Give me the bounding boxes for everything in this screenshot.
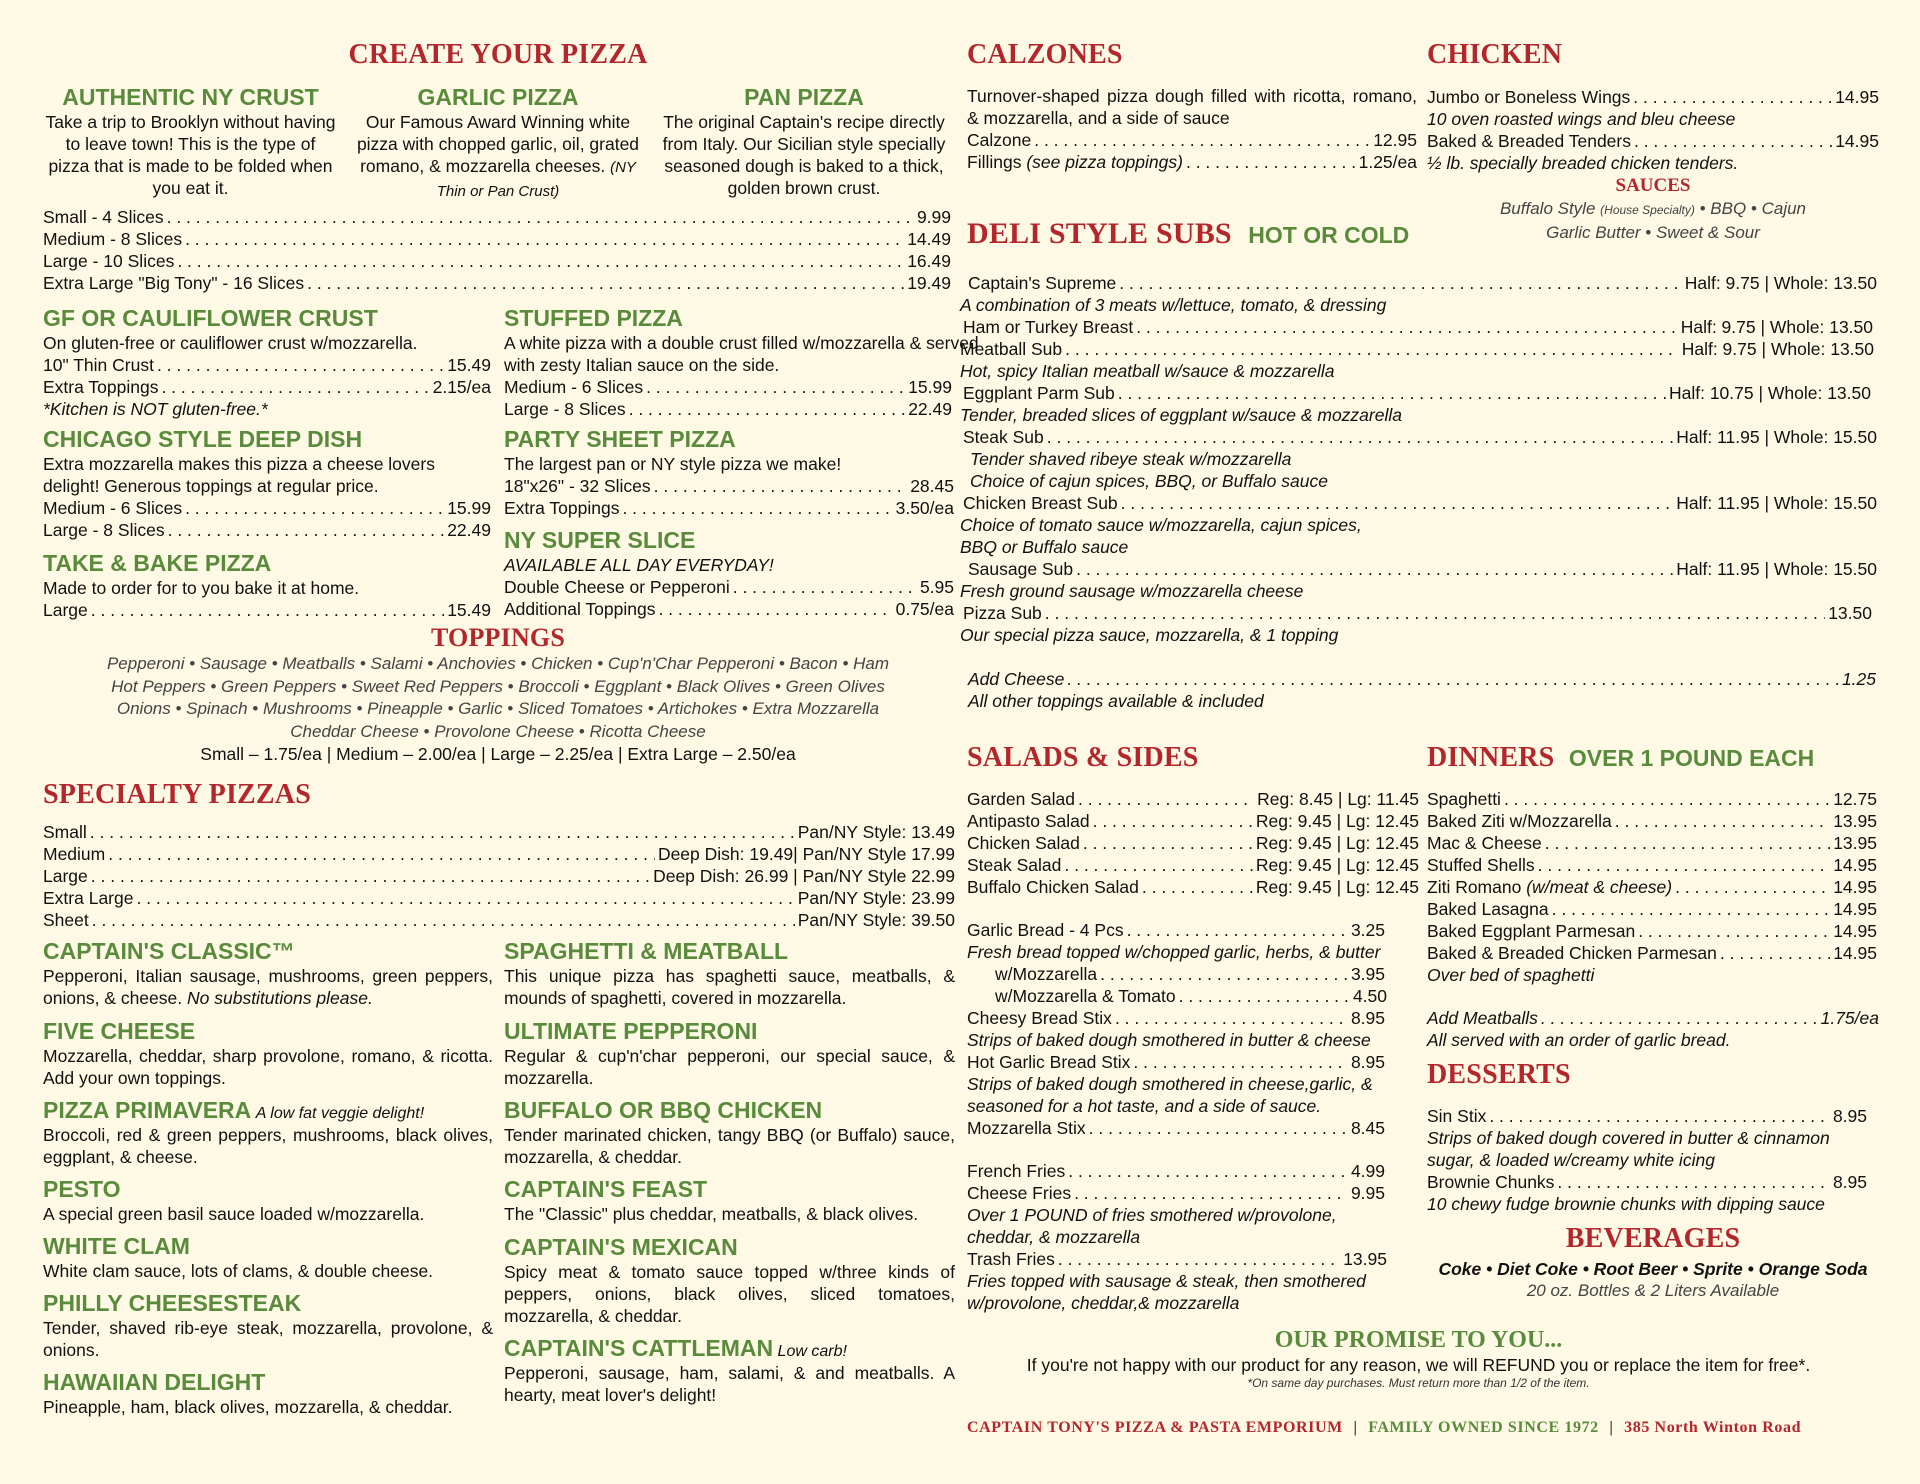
- toppings-section: [43, 623, 953, 765]
- party-section: [504, 426, 954, 519]
- chicago-section: [43, 426, 491, 541]
- toppings-line: Pepperoni • Sausage • Meatballs • Salami • Anchovies • Chicken • Cup'n'Char Pepperoni • Bacon • Ham: [106, 654, 890, 673]
- side-desc: Strips of baked dough smothered in butter & cheese: [967, 1030, 1371, 1050]
- superslice-section: [504, 527, 954, 620]
- specialty-item: [43, 1369, 493, 1418]
- price-row: Large - 8 Slices . . . 22.49: [504, 398, 952, 420]
- price-row: Large . . . Deep Dish: 26.99 | Pan/NY Style 22.99: [43, 865, 955, 887]
- calzones-desc: Turnover-shaped pizza dough filled with ricotta, romano, & mozzarella, and a side of sauce: [967, 86, 1417, 128]
- item-title: CAPTAIN'S MEXICAN: [504, 1234, 738, 1260]
- side-desc: Fries topped with sausage & steak, then smothered w/provolone, cheddar,& mozzarella: [967, 1271, 1366, 1313]
- item-desc: This unique pizza has spaghetti sauce, meatballs, & mounds of spaghetti, covered in mozzarella.: [504, 966, 955, 1008]
- create-title: CREATE YOUR PIZZA: [348, 39, 648, 70]
- price-row: Cheese Fries . . . 9.95: [967, 1182, 1385, 1204]
- item-title: CAPTAIN'S CLASSIC™: [43, 938, 295, 964]
- price-row: Extra Toppings . . . 2.15/ea: [43, 376, 491, 398]
- item-desc: Regular & cup'n'char pepperoni, our special sauce, & mozzarella.: [504, 1046, 955, 1088]
- desserts-title: DESSERTS: [1427, 1059, 1571, 1090]
- price-row: Chicken Breast Sub . . . Half: 11.95 | Whole: 15.50: [960, 492, 1877, 514]
- side-desc: Over 1 POUND of fries smothered w/provolone, cheddar, & mozzarella: [967, 1205, 1337, 1247]
- item-desc: Pepperoni, Italian sausage, mushrooms, green peppers, onions, & cheese.: [43, 966, 493, 1008]
- specialty-item: [43, 1233, 493, 1290]
- price-row: Captain's Supreme . . . Half: 9.75 | Whole: 13.50: [960, 272, 1877, 294]
- sauce-text: • BBQ • Cajun: [1699, 199, 1807, 218]
- price-row: Medium - 8 Slices . . . 14.49: [43, 228, 951, 250]
- specialty-item: [43, 1176, 493, 1233]
- specialty-item: [504, 1234, 955, 1335]
- price-row: Additional Toppings . . . 0.75/ea: [504, 598, 954, 620]
- price-row: Double Cheese or Pepperoni . . . 5.95: [504, 576, 954, 598]
- sauce-line: Garlic Butter • Sweet & Sour: [1546, 222, 1760, 242]
- item-title: PHILLY CHEESESTEAK: [43, 1290, 302, 1316]
- section-desc: On gluten-free or cauliflower crust w/mozzarella.: [43, 333, 418, 353]
- specialty-right: [504, 938, 955, 1406]
- item-title: SPAGHETTI & MEATBALL: [504, 938, 789, 964]
- dinners-subtitle: OVER 1 POUND EACH: [1568, 745, 1815, 771]
- dinners-title: DINNERS: [1427, 742, 1555, 773]
- specialty-item: [504, 1176, 955, 1234]
- chicken-desc: 10 oven roasted wings and bleu cheese: [1427, 109, 1736, 129]
- dinners-served: All served with an order of garlic bread.: [1427, 1030, 1731, 1050]
- toppings-line: Cheddar Cheese • Provolone Cheese • Ricotta Cheese: [290, 721, 706, 741]
- price-row: French Fries . . . 4.99: [967, 1160, 1385, 1182]
- price-row: Trash Fries . . . 13.95: [967, 1248, 1387, 1270]
- section-title: NY SUPER SLICE: [504, 527, 696, 553]
- specialty-item: [43, 1097, 493, 1176]
- price-row: Baked Lasagna . . . 14.95: [1427, 898, 1877, 920]
- price-row: Fillings (see pizza toppings) . . . 1.25/ea: [967, 151, 1417, 173]
- price-row: Add Cheese . . . 1.25: [960, 668, 1876, 690]
- price-row: Mozzarella Stix . . . 8.45: [967, 1117, 1385, 1139]
- price-row: Brownie Chunks . . . 8.95: [1427, 1171, 1867, 1193]
- price-row: Medium . . . Deep Dish: 19.49| Pan/NY Style 17.99: [43, 843, 955, 865]
- footer-owned: FAMILY OWNED SINCE 1972: [1368, 1419, 1599, 1436]
- item-desc: White clam sauce, lots of clams, & double cheese.: [43, 1261, 434, 1281]
- sauces-title: SAUCES: [1615, 175, 1691, 196]
- price-row: Large - 10 Slices . . . 16.49: [43, 250, 951, 272]
- style-pan: [655, 84, 953, 199]
- item-desc: Pepperoni, sausage, ham, salami, & and meatballs. A hearty, meat lover's delight!: [504, 1363, 955, 1405]
- style-title: PAN PIZZA: [744, 84, 864, 110]
- section-desc: A white pizza with a double crust filled w/mozzarella & served with zesty Italian sauce on the side.: [504, 333, 979, 375]
- item-title: PESTO: [43, 1176, 121, 1202]
- section-title: TAKE & BAKE PIZZA: [43, 550, 272, 576]
- price-row: 10" Thin Crust . . . 15.49: [43, 354, 491, 376]
- price-row: Cheesy Bread Stix . . . 8.95: [967, 1007, 1385, 1029]
- price-row: Stuffed Shells . . . 14.95: [1427, 854, 1877, 876]
- footer-name: CAPTAIN TONY'S PIZZA & PASTA EMPORIUM: [967, 1419, 1343, 1436]
- price-row: Sin Stix . . . 8.95: [1427, 1105, 1867, 1127]
- item-title: HAWAIIAN DELIGHT: [43, 1369, 266, 1395]
- price-row: Ziti Romano (w/meat & cheese) . . . 14.95: [1427, 876, 1877, 898]
- section-desc: Extra mozzarella makes this pizza a cheese lovers delight! Generous toppings at regular price.: [43, 454, 435, 496]
- item-title: CAPTAIN'S CATTLEMAN: [504, 1335, 774, 1361]
- price-row: Hot Garlic Bread Stix . . . 8.95: [967, 1051, 1385, 1073]
- promise-line: If you're not happy with our product for any reason, we will REFUND you or replace the item for free*.: [1026, 1355, 1811, 1375]
- subs-note: All other toppings available & included: [968, 691, 1264, 711]
- item-desc: Tender marinated chicken, tangy BBQ (or Buffalo) sauce, mozzarella, & cheddar.: [504, 1125, 955, 1167]
- price-row: Pizza Sub . . . 13.50: [960, 602, 1872, 624]
- beverages-list: Coke • Diet Coke • Root Beer • Sprite • Orange Soda: [1438, 1259, 1868, 1279]
- item-title: FIVE CHEESE: [43, 1018, 196, 1044]
- toppings-line: Hot Peppers • Green Peppers • Sweet Red Peppers • Broccoli • Eggplant • Black Olives • Green Olives: [111, 676, 885, 696]
- item-title: CAPTAIN'S FEAST: [504, 1176, 708, 1202]
- sub-desc: Tender, breaded slices of eggplant w/sauce & mozzarella: [960, 405, 1402, 425]
- gf-section: [43, 305, 491, 420]
- calzones-section: [967, 85, 1417, 173]
- style-title: AUTHENTIC NY CRUST: [62, 84, 319, 110]
- price-row: Baked & Breaded Tenders . . . 14.95: [1427, 130, 1879, 152]
- price-row: w/Mozzarella . . . 3.95: [967, 963, 1385, 985]
- create-sizes: [43, 206, 951, 294]
- sub-desc: A combination of 3 meats w/lettuce, tomato, & dressing: [960, 295, 1387, 315]
- specialty-item: [43, 1018, 493, 1097]
- specialty-item: [504, 1097, 955, 1176]
- price-row: Jumbo or Boneless Wings . . . 14.95: [1427, 86, 1879, 108]
- price-row: Small - 4 Slices . . . 9.99: [43, 206, 951, 228]
- price-row: Ham or Turkey Breast . . . Half: 9.75 | Whole: 13.50: [960, 316, 1873, 338]
- style-title: GARLIC PIZZA: [417, 84, 579, 110]
- item-desc: Spicy meat & tomato sauce topped w/three kinds of peppers, onions, black olives, sliced tomatoes, mozzarella, & cheddar.: [504, 1262, 955, 1326]
- section-desc: AVAILABLE ALL DAY EVERYDAY!: [504, 555, 774, 575]
- section-desc: Made to order for to you bake it at home.: [43, 578, 360, 598]
- sauce-note: (House Specialty): [1600, 203, 1695, 217]
- price-row: Medium - 6 Slices . . . 15.99: [43, 497, 491, 519]
- item-tag: Low carb!: [777, 1343, 847, 1360]
- sub-desc: Tender shaved ribeye steak w/mozzarella Choice of cajun spices, BBQ, or Buffalo sauce: [970, 449, 1328, 491]
- sub-desc: Hot, spicy Italian meatball w/sauce & mozzarella: [960, 361, 1335, 381]
- calzones-title: CALZONES: [967, 39, 1123, 70]
- price-row: Garden Salad . . . Reg: 8.45 | Lg: 11.45: [967, 788, 1419, 810]
- price-row: Eggplant Parm Sub . . . Half: 10.75 | Whole: 13.50: [960, 382, 1871, 404]
- side-desc: Strips of baked dough smothered in cheese,garlic, & seasoned for a hot taste, and a side of sauce.: [967, 1074, 1373, 1116]
- chicken-title: CHICKEN: [1427, 39, 1563, 70]
- item-title: WHITE CLAM: [43, 1233, 190, 1259]
- specialty-sizes: [43, 821, 955, 931]
- price-row: Meatball Sub . . . Half: 9.75 | Whole: 13.50: [960, 338, 1874, 360]
- specialty-item: [504, 938, 955, 1018]
- price-row: Small . . . Pan/NY Style: 13.49: [43, 821, 955, 843]
- price-row: Buffalo Chicken Salad . . . Reg: 9.45 | Lg: 12.45: [967, 876, 1419, 898]
- price-row: Steak Sub . . . Half: 11.95 | Whole: 15.50: [960, 426, 1877, 448]
- price-row: Baked Ziti w/Mozzarella . . . 13.95: [1427, 810, 1877, 832]
- salads-title: SALADS & SIDES: [967, 742, 1199, 773]
- section-desc: The largest pan or NY style pizza we make!: [504, 454, 842, 474]
- section-title: PARTY SHEET PIZZA: [504, 426, 736, 452]
- specialty-title: SPECIALTY PIZZAS: [43, 779, 311, 810]
- item-desc: Mozzarella, cheddar, sharp provolone, romano, & ricotta. Add your own toppings.: [43, 1046, 493, 1088]
- specialty-item: [43, 1290, 493, 1369]
- item-desc: Tender, shaved rib-eye steak, mozzarella, provolone, & onions.: [43, 1318, 493, 1360]
- promise-fine: *On same day purchases. Must return more than 1/2 of the item.: [1247, 1376, 1590, 1390]
- beverages-note: 20 oz. Bottles & 2 Liters Available: [1526, 1281, 1780, 1300]
- footer-address: 385 North Winton Road: [1624, 1419, 1802, 1436]
- item-desc: Broccoli, red & green peppers, mushrooms, black olives, eggplant, & cheese.: [43, 1125, 493, 1167]
- item-note: No substitutions please.: [187, 988, 373, 1008]
- price-row: Baked Eggplant Parmesan . . . 14.95: [1427, 920, 1877, 942]
- stuffed-section: [504, 305, 994, 420]
- gf-note: *Kitchen is NOT gluten-free.*: [43, 399, 268, 419]
- sauce-text: Buffalo Style: [1499, 199, 1596, 218]
- sub-desc: Choice of tomato sauce w/mozzarella, cajun spices, BBQ or Buffalo sauce: [960, 515, 1362, 557]
- price-row: Chicken Salad . . . Reg: 9.45 | Lg: 12.45: [967, 832, 1419, 854]
- side-desc: Fresh bread topped w/chopped garlic, herbs, & butter: [967, 942, 1381, 962]
- sub-desc: Fresh ground sausage w/mozzarella cheese: [960, 581, 1304, 601]
- dinners-over: Over bed of spaghetti: [1427, 965, 1595, 985]
- item-desc: A special green basil sauce loaded w/mozzarella.: [43, 1204, 425, 1224]
- price-row: Antipasto Salad . . . Reg: 9.45 | Lg: 12.45: [967, 810, 1419, 832]
- price-row: Add Meatballs . . . 1.75/ea: [1427, 1007, 1879, 1029]
- item-title: PIZZA PRIMAVERA: [43, 1097, 252, 1123]
- price-row: Baked & Breaded Chicken Parmesan . . . 14.95: [1427, 942, 1877, 964]
- specialty-item: [504, 1018, 955, 1097]
- price-row: Mac & Cheese . . . 13.95: [1427, 832, 1877, 854]
- price-row: Extra Large "Big Tony" - 16 Slices . . . 19.49: [43, 272, 951, 294]
- subs-subtitle: HOT OR COLD: [1248, 222, 1410, 248]
- style-ny: [43, 84, 338, 199]
- price-row: Steak Salad . . . Reg: 9.45 | Lg: 12.45: [967, 854, 1419, 876]
- chicken-desc: ½ lb. specially breaded chicken tenders.: [1427, 153, 1739, 173]
- price-row: Medium - 6 Slices . . . 15.99: [504, 376, 952, 398]
- specialty-item: [43, 938, 493, 1018]
- style-desc: Take a trip to Brooklyn without having to leave town! This is the type of pizza that is made to be folded when you eat it.: [45, 112, 336, 198]
- toppings-title: TOPPINGS: [430, 623, 566, 652]
- section-title: CHICAGO STYLE DEEP DISH: [43, 426, 363, 452]
- specialty-left: [43, 938, 493, 1418]
- footer: CAPTAIN TONY'S PIZZA & PASTA EMPORIUM | FAMILY OWNED SINCE 1972 | 385 North Winton Road: [967, 1419, 1802, 1436]
- specialty-item: [504, 1335, 955, 1406]
- price-row: w/Mozzarella & Tomato . . . 4.50: [967, 985, 1387, 1007]
- toppings-line: Onions • Spinach • Mushrooms • Pineapple • Garlic • Sliced Tomatoes • Artichokes • Extra Mozzarella: [116, 699, 880, 718]
- price-row: 18"x26" - 32 Slices . . . 28.45: [504, 475, 954, 497]
- section-title: GF OR CAULIFLOWER CRUST: [43, 305, 378, 331]
- toppings-prices: Small – 1.75/ea | Medium – 2.00/ea | Large – 2.25/ea | Extra Large – 2.50/ea: [200, 744, 796, 764]
- style-desc: Our Famous Award Winning white pizza with chopped garlic, oil, grated romano, & mozzarella cheeses.: [356, 112, 640, 176]
- item-desc: Pineapple, ham, black olives, mozzarella, & cheddar.: [43, 1397, 453, 1417]
- style-note: (NY Thin or Pan Crust): [436, 159, 636, 200]
- item-title: BUFFALO OR BBQ CHICKEN: [504, 1097, 823, 1123]
- dessert-desc: 10 chewy fudge brownie chunks with dipping sauce: [1427, 1194, 1825, 1214]
- sub-desc: Our special pizza sauce, mozzarella, & 1 topping: [960, 625, 1339, 645]
- price-row: Sausage Sub . . . Half: 11.95 | Whole: 15.50: [960, 558, 1877, 580]
- dessert-desc: Strips of baked dough covered in butter & cinnamon sugar, & loaded w/creamy white icing: [1427, 1128, 1830, 1170]
- price-row: Spaghetti . . . 12.75: [1427, 788, 1877, 810]
- promise-section: [960, 1326, 1877, 1390]
- price-row: Sheet . . . Pan/NY Style: 39.50: [43, 909, 955, 931]
- item-desc: The "Classic" plus cheddar, meatballs, & black olives.: [504, 1204, 919, 1224]
- beverages-title: BEVERAGES: [1565, 1223, 1741, 1254]
- price-row: Garlic Bread - 4 Pcs . . . 3.25: [967, 919, 1385, 941]
- section-title: STUFFED PIZZA: [504, 305, 683, 331]
- takebake-section: [43, 550, 491, 621]
- price-row: Large - 8 Slices . . . 22.49: [43, 519, 491, 541]
- style-desc: The original Captain's recipe directly from Italy. Our Sicilian style specially seasoned dough is baked to a thick, golden brown crust.: [662, 112, 946, 198]
- subs-title: DELI STYLE SUBS: [967, 217, 1232, 250]
- item-title: ULTIMATE PEPPERONI: [504, 1018, 758, 1044]
- price-row: Extra Toppings . . . 3.50/ea: [504, 497, 954, 519]
- price-row: Calzone . . . 12.95: [967, 129, 1417, 151]
- style-garlic: [348, 84, 648, 203]
- item-tag: A low fat veggie delight!: [255, 1105, 425, 1122]
- promise-title: OUR PROMISE TO YOU...: [1274, 1327, 1563, 1353]
- price-row: Extra Large . . . Pan/NY Style: 23.99: [43, 887, 955, 909]
- price-row: Large . . . 15.49: [43, 599, 491, 621]
